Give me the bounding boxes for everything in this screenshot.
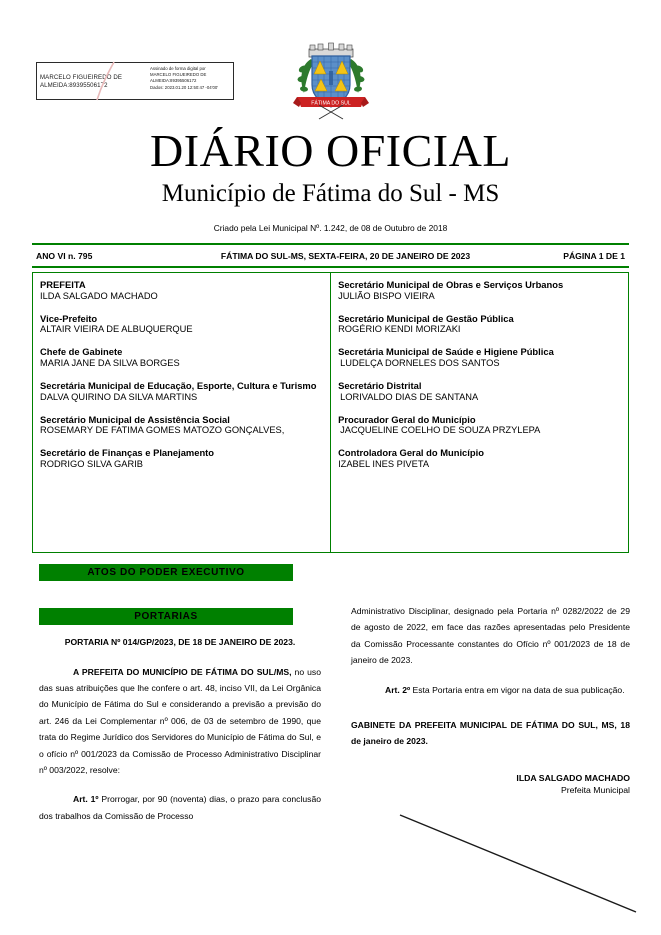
signature-meta-line-2: MARCELO FIGUEIREDO DE	[150, 72, 207, 78]
signature-name-line-2: ALMEIDA:89395506172	[40, 82, 108, 89]
signature-signer-name	[37, 63, 147, 99]
official-name: ROGÉRIO KENDI MORIZAKI	[338, 324, 461, 335]
issue-year-number: ANO VI n. 795	[36, 250, 93, 261]
official-entry	[338, 279, 620, 302]
official-name: LUDELÇA DORNELES DOS SANTOS	[340, 357, 500, 368]
official-role: Secretária Municipal de Educação, Esporte, Cultura e Turismo	[40, 380, 317, 392]
signer-name: ILDA SALGADO MACHADO	[516, 772, 630, 783]
article-1-label: Art. 1º	[73, 794, 99, 805]
section-banner-atos-do-poder-executivo: ATOS DO PODER EXECUTIVO	[39, 564, 293, 581]
issue-date: FÁTIMA DO SUL-MS, SEXTA-FEIRA, 20 DE JANEIRO DE 2023	[220, 250, 471, 261]
article-2-label: Art. 2º	[385, 684, 411, 695]
masthead-law-line: Criado pela Lei Municipal Nº. 1.242, de 08 de Outubro de 2018	[213, 223, 448, 233]
official-entry	[338, 380, 620, 403]
official-role: Procurador Geral do Município	[338, 413, 476, 425]
article-1	[39, 791, 321, 824]
municipal-coat-of-arms-icon	[293, 41, 369, 121]
official-role: Secretário Municipal de Obras e Serviços Urbanos	[338, 279, 564, 290]
official-name: JACQUELINE COELHO DE SOUZA PRZYLEPA	[340, 425, 541, 436]
official-role: Chefe de Gabinete	[40, 346, 123, 358]
cabinet-line: GABINETE DA PREFEITA MUNICIPAL DE FÁTIMA DO SUL, MS, 18 de janeiro de 2023.	[351, 720, 630, 747]
official-role: PREFEITA	[40, 279, 86, 290]
official-entry	[338, 414, 620, 437]
official-role: Secretário de Finanças e Planejamento	[40, 447, 215, 459]
officials-directory	[32, 272, 629, 553]
official-entry	[40, 279, 322, 302]
article-1-text: Prorrogar, por 90 (noventa) dias, o prazo para conclusão dos trabalhos da Comissão de Processo	[39, 794, 322, 821]
official-role: Controladora Geral do Município	[338, 447, 484, 459]
official-name: LORIVALDO DIAS DE SANTANA	[340, 391, 479, 402]
issue-info-bar	[32, 243, 629, 268]
page-indicator: PÁGINA 1 DE 1	[563, 250, 625, 261]
signature-meta-line-1: Assinado de forma digital por	[150, 66, 206, 71]
section-banner-portarias: PORTARIAS	[39, 608, 293, 625]
official-entry	[40, 447, 322, 470]
article-column-left	[39, 636, 321, 824]
official-name: ILDA SALGADO MACHADO	[40, 290, 158, 301]
official-role: Vice-Prefeito	[40, 312, 98, 324]
official-entry	[40, 380, 322, 403]
article-column-right	[351, 603, 630, 797]
official-role: Secretário Distrital	[338, 380, 422, 392]
crest-ribbon-text: FÁTIMA DO SUL	[311, 100, 351, 107]
official-name: ALTAIR VIEIRA DE ALBUQUERQUE	[40, 324, 193, 335]
official-entry	[338, 447, 620, 470]
official-entry	[40, 346, 322, 369]
official-role: Secretário Municipal de Assistência Social	[40, 413, 230, 425]
signature-meta-line-4: Dados: 2023.01.20 12:50:47 -04'00'	[150, 84, 219, 90]
article-2-text: Esta Portaria entra em vigor na data de sua publicação.	[410, 684, 625, 695]
signature-metadata	[147, 63, 233, 99]
official-entry	[40, 414, 322, 437]
official-role: Secretária Municipal de Saúde e Higiene Pública	[338, 346, 554, 358]
officials-column-right	[331, 273, 628, 552]
official-name: MARIA JANE DA SILVA BORGES	[40, 357, 180, 368]
officials-column-left	[33, 273, 331, 552]
masthead	[0, 126, 661, 234]
official-name: DALVA QUIRINO DA SILVA MARTINS	[40, 391, 198, 402]
official-name: ROSEMARY DE FATIMA GOMES MATOZO GONÇALVES,	[40, 425, 285, 436]
preamble-body: no uso das suas atribuições que lhe confere o art. 48, inciso VII, da Lei Orgânica do Município de Fátima do Sul e considerando a previsão a previsão do art. 246 da Lei Complementar nº 006, de 03 de setembro de 1990, que trata do Regime Jurídico dos Servidores do Município de Fátima do Sul, e o ofício nº 001/2023 da Comissão de Processo Administrativo Disciplinar nº 003/2022, resolve:	[39, 666, 321, 776]
digital-signature-stamp	[36, 62, 234, 100]
official-entry	[40, 313, 322, 336]
official-name: RODRIGO SILVA GARIB	[40, 459, 143, 470]
portaria-heading: PORTARIA Nº 014/GP/2023, DE 18 DE JANEIRO DE 2023.	[64, 637, 296, 647]
article-2	[351, 682, 630, 698]
official-role: Secretário Municipal de Gestão Pública	[338, 312, 514, 324]
preamble-lead: A PREFEITA DO MUNICÍPIO DE FÁTIMA DO SUL/MS,	[73, 666, 292, 677]
signature-name-line-1: MARCELO FIGUEIREDO DE	[40, 73, 123, 81]
signature-block	[351, 772, 630, 797]
portaria-preamble	[39, 664, 321, 779]
masthead-subtitle: Município de Fátima do Sul - MS	[161, 180, 500, 207]
signer-role: Prefeita Municipal	[560, 785, 630, 796]
official-name: JULIÃO BISPO VIEIRA	[338, 290, 435, 301]
official-entry	[338, 313, 620, 336]
page-title: DIÁRIO OFICIAL	[150, 125, 511, 176]
official-name: IZABEL INES PIVETA	[338, 459, 430, 470]
official-entry	[338, 346, 620, 369]
article-1-continuation: Administrativo Disciplinar, designado pela Portaria nº 0282/2022 de 29 de agosto de 2022, em face das razões apresentadas pelo Presidente da Comissão Processante constantes do Ofício nº 001/2023 de 18 de janeiro de 2023.	[351, 606, 630, 666]
signature-meta-line-3: ALMEIDA:89395506172	[150, 78, 197, 84]
